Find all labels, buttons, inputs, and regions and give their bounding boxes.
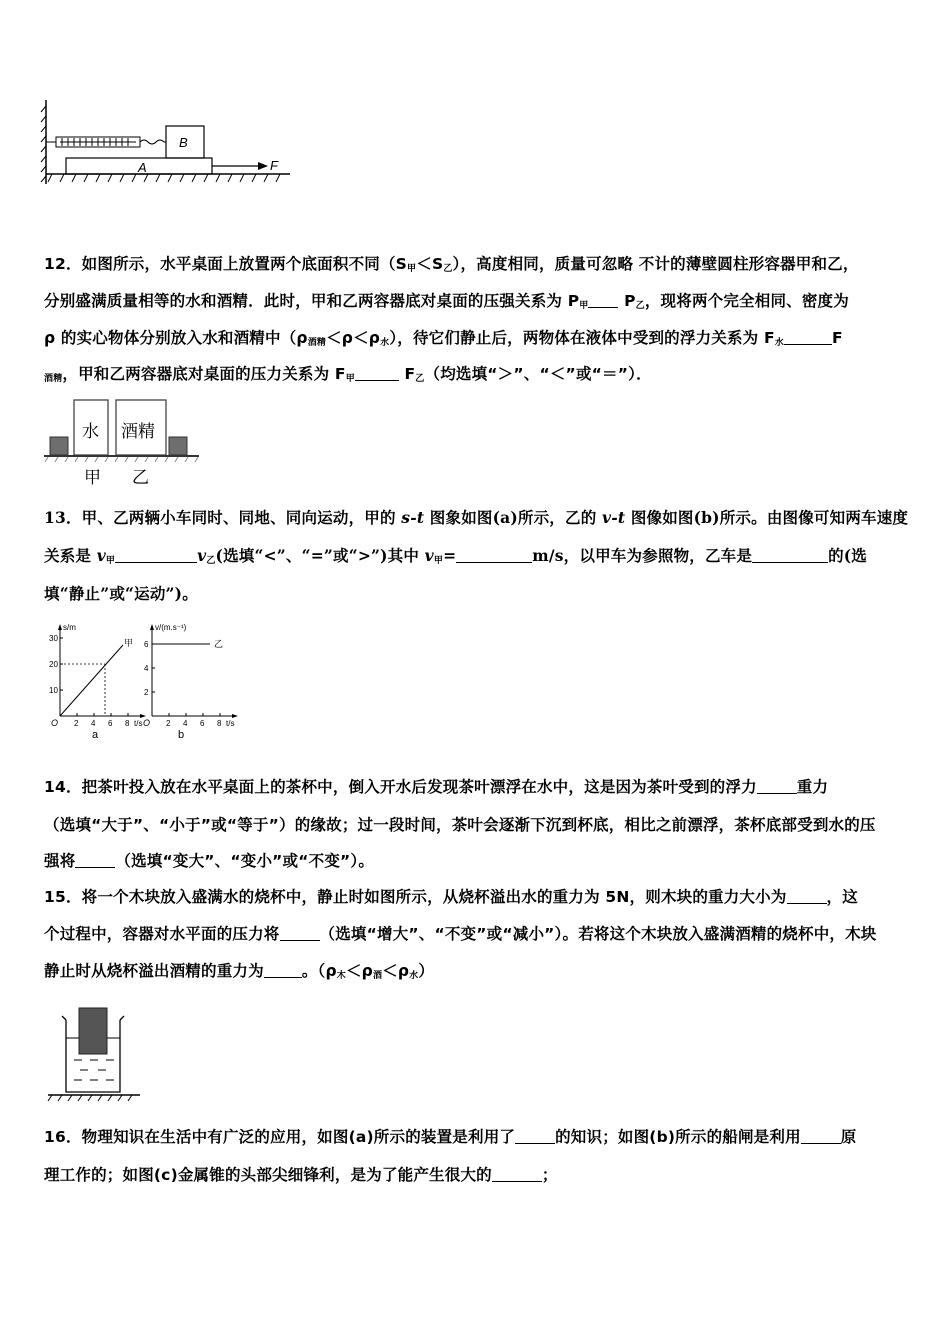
graph-b-ytick: 6 [144, 640, 149, 649]
graph-a-xtick: 4 [91, 719, 96, 728]
answer-blank[interactable] [280, 926, 320, 941]
graph-a-ytick: 20 [49, 660, 58, 669]
q15-line1: 15．将一个木块放入盛满水的烧杯中，静止时如图所示，从烧杯溢出水的重力为 5N，则木块的重力大小为 ，这 [44, 888, 858, 906]
answer-blank[interactable] [787, 889, 827, 904]
answer-blank[interactable] [75, 853, 115, 868]
graph-b-xtick: 8 [217, 719, 222, 728]
q12-line4: $_{酒精}$，甲和乙两容器底对桌面的压力关系为 $F_甲$ $F_乙$（均选填“＞”、“＜”或“＝”）． [44, 365, 652, 384]
block-b-label: B [179, 135, 188, 150]
answer-blank[interactable] [515, 1129, 555, 1144]
answer-blank[interactable] [355, 366, 399, 381]
alcohol-label: 酒精 [121, 422, 155, 441]
answer-blank[interactable] [588, 293, 618, 308]
figure-beaker-block [44, 1000, 144, 1105]
figure-containers [44, 395, 204, 490]
figure-spring-blocks [40, 98, 295, 188]
q13-line2: 关系是 $v_甲$ $v_乙$(选填“<”、“=”或“>”)其中 $v_甲= m/s$，以甲车为参照物，乙车是 的(选 [44, 546, 868, 566]
q14-line3: 强将 （选填“变大”、“变小”或“不变”）。 [44, 852, 375, 870]
graph-b-ylabel: v/(m.s⁻¹) [155, 623, 187, 632]
graph-a-ytick: 30 [49, 634, 58, 643]
answer-blank[interactable] [757, 779, 797, 794]
answer-blank[interactable] [801, 1129, 841, 1144]
block-a-label: A [138, 160, 147, 175]
graph-a-ytick: 10 [49, 686, 58, 695]
graph-a-caption: a [92, 729, 99, 741]
q16-line1: 16．物理知识在生活中有广泛的应用，如图(a)所示的装置是利用了 的知识；如图(b)所示的船闸是利用 原 [44, 1128, 857, 1146]
q12-line1: 12．如图所示，水平桌面上放置两个底面积不同$(S_甲<S_乙)$，高度相同，质量可忽略 不计的薄壁圆柱形容器甲和乙， [44, 255, 859, 274]
graph-a-series-label: 甲 [124, 638, 134, 648]
graph-a-st [48, 620, 151, 745]
answer-blank[interactable] [752, 548, 828, 563]
q15-line3: 静止时从烧杯溢出酒精的重力为 。$(\rho_木<\rho_酒<\rho_水)$ [44, 962, 435, 981]
graph-a-origin: O [51, 718, 59, 728]
force-f-label: F [270, 158, 278, 173]
graph-b-ytick: 2 [144, 688, 149, 697]
graph-b-vt [138, 620, 246, 745]
answer-blank[interactable] [492, 1167, 542, 1182]
graph-a-ylabel: s/m [63, 623, 76, 632]
graph-b-xtick: 2 [166, 719, 171, 728]
graph-b-series-label: 乙 [214, 639, 224, 649]
q13-line1: 13．甲、乙两辆小车同时、同地、同向运动，甲的 s-t 图象如图(a)所示，乙的 v-t 图像如图(b)所示。由图像可知两车速度 [44, 508, 909, 527]
container-yi-label: 乙 [132, 468, 149, 487]
q15-line2: 个过程中，容器对水平面的压力将 （选填“增大”、“不变”或“减小”）。若将这个木块放入盛满酒精的烧杯中，木块 [44, 925, 877, 943]
graph-b-xtick: 6 [200, 719, 205, 728]
graph-a-xlabel: t/s [134, 719, 143, 728]
answer-blank[interactable] [784, 330, 832, 345]
graph-b-ytick: 4 [144, 664, 149, 673]
answer-blank[interactable] [456, 548, 532, 563]
q14-line1: 14．把茶叶投入放在水平桌面上的茶杯中，倒入开水后发现茶叶漂浮在水中，这是因为茶叶受到的浮力 重力 [44, 778, 829, 796]
graph-a-xtick: 6 [108, 719, 113, 728]
graph-b-xtick: 4 [183, 719, 188, 728]
water-label: 水 [82, 422, 99, 441]
q13-line3: 填“静止”或“运动”)。 [44, 584, 198, 603]
graph-a-xtick: 8 [125, 719, 130, 728]
answer-blank[interactable] [264, 963, 302, 978]
q16-line2: 理工作的；如图(c)金属锥的头部尖细锋利，是为了能产生很大的 ； [44, 1166, 558, 1184]
graph-a-xtick: 2 [74, 719, 79, 728]
q12-line3: ρ 的实心物体分别放入水和酒精中$(\rho_{酒精}<\rho<\rho_水)$，待它们静止后，两物体在液体中受到的浮力关系为 $F_水$ F [44, 329, 843, 348]
container-jia-label: 甲 [84, 468, 101, 487]
q12-line2: 分别盛满质量相等的水和酒精．此时，甲和乙两容器底对桌面的压强关系为 $P_甲$ $P_乙$，现将两个完全相同、密度为 [44, 292, 849, 311]
answer-blank[interactable] [115, 548, 197, 563]
graph-b-xlabel: t/s [226, 719, 235, 728]
q14-line2: （选填“大于”、“小于”或“等于”）的缘故；过一段时间，茶叶会逐渐下沉到杯底，相比之前漂浮，茶杯底部受到水的压 [44, 816, 876, 834]
graph-b-origin: O [143, 718, 151, 728]
graph-b-caption: b [178, 729, 185, 741]
